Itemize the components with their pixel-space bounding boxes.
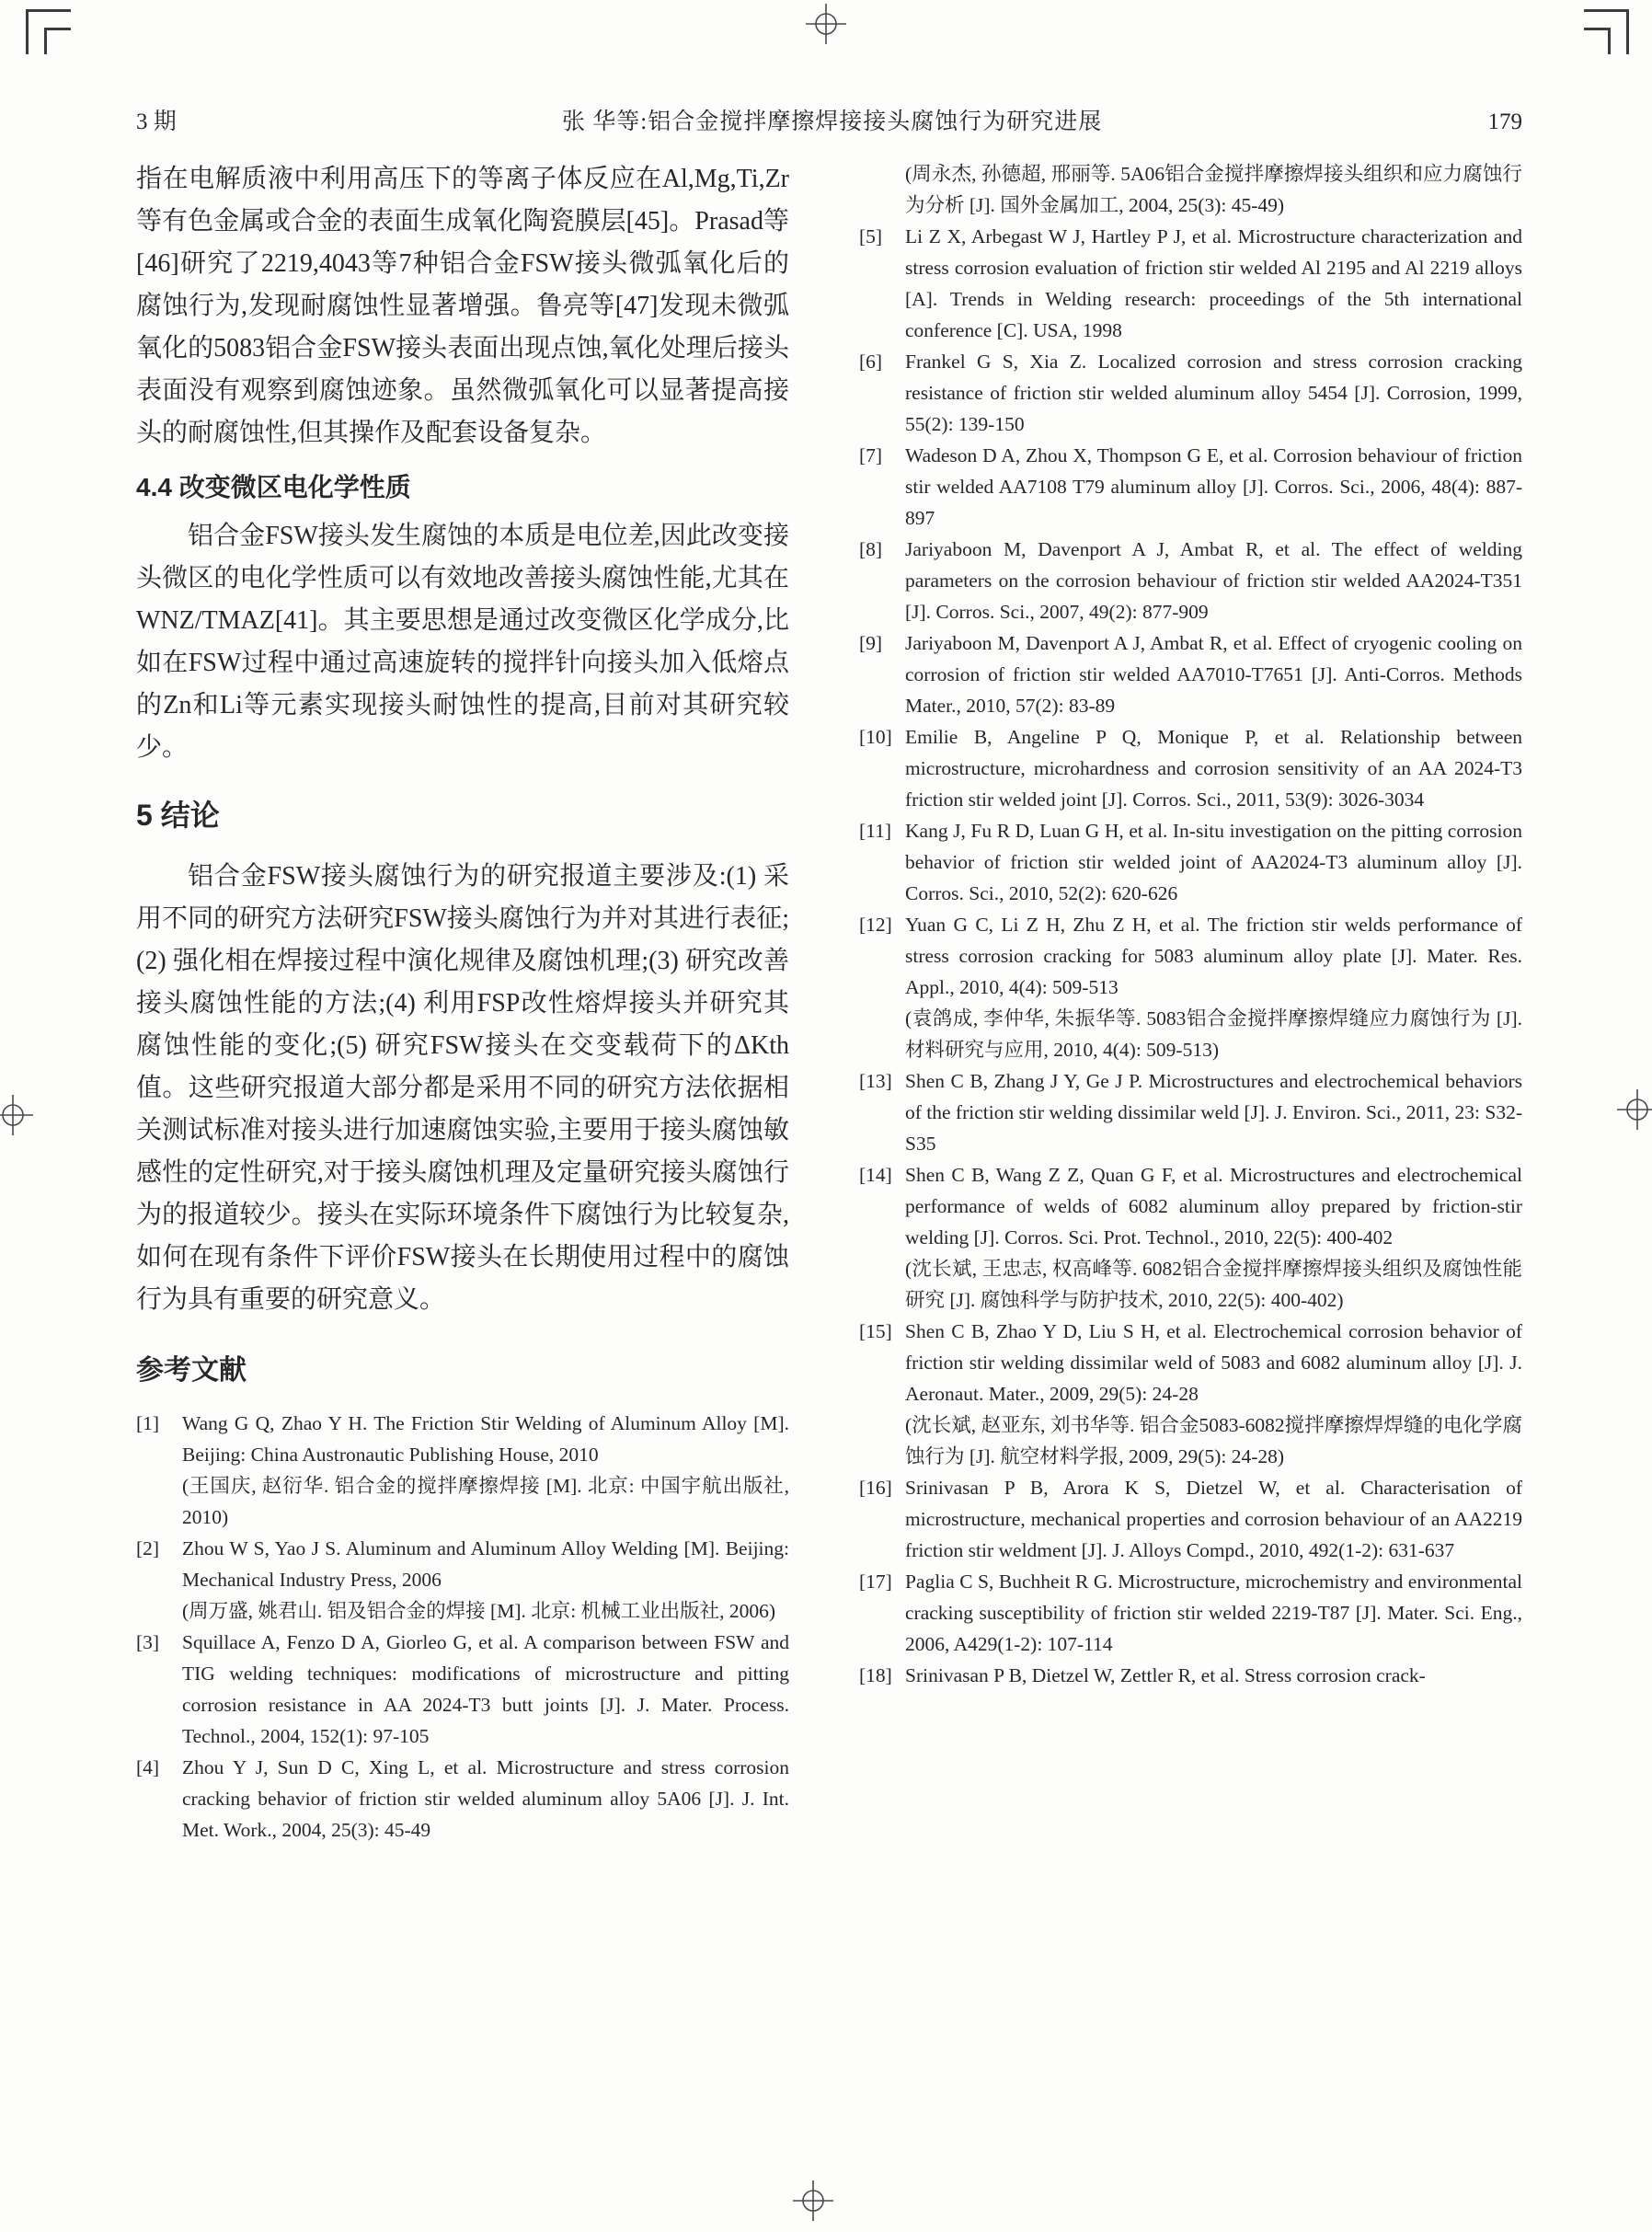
page-number: 179 bbox=[1487, 109, 1522, 134]
reference-text: Shen C B, Wang Z Z, Quan G F, et al. Microstructures and electrochemical performance of welds of 6082 aluminum alloy prepared by friction-stir welding [J]. Corros. Sci. Prot. Technol., 2010, 22(5): 400-402 bbox=[905, 1164, 1522, 1248]
reference-text: Jariyaboon M, Davenport A J, Ambat R, et al. The effect of welding parameters on the corrosion behaviour of friction stir welded AA2024-T351 [J]. Corros. Sci., 2007, 49(2): 877-909 bbox=[905, 538, 1522, 623]
reference-item bbox=[859, 909, 1522, 1065]
reference-number: [16] bbox=[859, 1477, 892, 1499]
section-4-4-paragraph: 铝合金FSW接头发生腐蚀的本质是电位差,因此改变接头微区的电化学性质可以有效地改善接头腐蚀性能,尤其在WNZ/TMAZ[41]。其主要思想是通过改变微区化学成分,比如在FSW过程中通过高速旋转的搅拌针向接头加入低熔点的Zn和Li等元素实现接头耐蚀性的提高,目前对其研究较少。 bbox=[136, 522, 789, 762]
reference-text-zh: (沈长斌, 赵亚东, 刘书华等. 铝合金5083-6082搅拌摩擦焊焊缝的电化学腐蚀行为 [J]. 航空材料学报, 2009, 29(5): 24-28) bbox=[905, 1414, 1522, 1467]
reference-text: Li Z X, Arbegast W J, Hartley P J, et al. Microstructure characterization and stress corrosion evaluation of friction stir welded Al 2195 and Al 2219 alloys [A]. Trends in Welding research: proceedings of the 5th international conference [C]. USA, 1998 bbox=[905, 225, 1522, 341]
reference-text: Zhou Y J, Sun D C, Xing L, et al. Microstructure and stress corrosion cracking behavior of friction stir welded aluminum alloy 5A06 [J]. J. Int. Met. Work., 2004, 25(3): 45-49 bbox=[182, 1756, 789, 1841]
page-body bbox=[136, 158, 1522, 1846]
reference-text: Yuan G C, Li Z H, Zhu Z H, et al. The friction stir welds performance of stress corrosion cracking for 5083 aluminum alloy plate [J]. Mater. Res. Appl., 2010, 4(4): 509-513 bbox=[905, 914, 1522, 998]
reference-text-zh: (周永杰, 孙德超, 邢丽等. 5A06铝合金搅拌摩擦焊接头组织和应力腐蚀行为分析 [J]. 国外金属加工, 2004, 25(3): 45-49) bbox=[905, 163, 1522, 216]
reference-number: [15] bbox=[859, 1320, 892, 1342]
reference-text: Emilie B, Angeline P Q, Monique P, et al. Relationship between microstructure, microhardness and corrosion sensitivity of an AA 2024-T3 friction stir welded joint [J]. Corros. Sci., 2011, 53(9): 3026-3034 bbox=[905, 726, 1522, 811]
reference-text: Paglia C S, Buchheit R G. Microstructure, microchemistry and environmental cracking susceptibility of friction stir welded 2219-T87 [J]. Mater. Sci. Eng., 2006, A429(1-2): 107-114 bbox=[905, 1570, 1522, 1655]
intro-paragraph: 指在电解质液中利用高压下的等离子体反应在Al,Mg,Ti,Zr等有色金属或合金的表面生成氧化陶瓷膜层[45]。Prasad等[46]研究了2219,4043等7种铝合金FSW接头微弧氧化后的腐蚀行为,发现耐腐蚀性显著增强。鲁亮等[47]发现未微弧氧化的5083铝合金FSW接头表面出现点蚀,氧化处理后接头表面没有观察到腐蚀迹象。虽然微弧氧化可以显著提高接头的耐腐蚀性,但其操作及配套设备复杂。 bbox=[136, 165, 789, 447]
reference-number: [7] bbox=[859, 444, 883, 466]
reference-text: Jariyaboon M, Davenport A J, Ambat R, et al. Effect of cryogenic cooling on corrosion of friction stir welded AA7010-T7651 [J]. Anti-Corros. Methods Mater., 2010, 57(2): 83-89 bbox=[905, 632, 1522, 717]
section-5-paragraph: 铝合金FSW接头腐蚀行为的研究报道主要涉及:(1) 采用不同的研究方法研究FSW接头腐蚀行为并对其进行表征;(2) 强化相在焊接过程中演化规律及腐蚀机理;(3) 研究改善接头腐蚀性能的方法;(4) 利用FSP改性熔焊接头并研究其腐蚀性能的变化;(5) 研究FSW接头在交变载荷下的ΔKth值。这些研究报道大部分都是采用不同的研究方法依据相关测试标准对接头进行加速腐蚀实验,主要用于接头腐蚀敏感性的定性研究,对于接头腐蚀机理及定量研究接头腐蚀行为的报道较少。接头在实际环境条件下腐蚀行为比较复杂,如何在现有条件下评价FSW接头在长期使用过程中的腐蚀行为具有重要的研究意义。 bbox=[136, 862, 789, 1314]
reference-text: Kang J, Fu R D, Luan G H, et al. In-situ investigation on the pitting corrosion behavior of friction stir welded joint of AA2024-T3 aluminum alloy [J]. Corros. Sci., 2010, 52(2): 620-626 bbox=[905, 820, 1522, 904]
reference-number: [4] bbox=[136, 1756, 160, 1778]
page-header bbox=[136, 103, 1522, 136]
reference-item bbox=[859, 440, 1522, 534]
reference-item bbox=[859, 1660, 1522, 1691]
reference-text: Srinivasan P B, Arora K S, Dietzel W, et al. Characterisation of microstructure, mechanical properties and corrosion behaviour of an AA2219 friction stir weldment [J]. J. Alloys Compd., 2010, 492(1-2): 631-637 bbox=[905, 1477, 1522, 1561]
reference-number: [6] bbox=[859, 351, 883, 373]
references-list-left bbox=[136, 1408, 789, 1846]
reference-text: Wadeson D A, Zhou X, Thompson G E, et al. Corrosion behaviour of friction stir welded AA7108 T79 aluminum alloy [J]. Corros. Sci., 2006, 48(4): 887-897 bbox=[905, 444, 1522, 529]
reference-item bbox=[859, 1065, 1522, 1159]
section-heading-4-4: 4.4 改变微区电化学性质 bbox=[136, 473, 411, 501]
references-list-right bbox=[859, 158, 1522, 1691]
reference-number: [13] bbox=[859, 1070, 892, 1092]
reference-number: [1] bbox=[136, 1412, 160, 1434]
reference-item bbox=[859, 815, 1522, 909]
reference-item bbox=[859, 627, 1522, 721]
reference-number: [14] bbox=[859, 1164, 892, 1186]
reference-item bbox=[859, 721, 1522, 815]
reference-item bbox=[136, 1627, 789, 1752]
reference-item bbox=[136, 1752, 789, 1846]
reference-text-zh: (袁鸽成, 李仲华, 朱振华等. 5083铝合金搅拌摩擦焊缝应力腐蚀行为 [J]. 材料研究与应用, 2010, 4(4): 509-513) bbox=[905, 1007, 1522, 1061]
reference-text-zh: (沈长斌, 王忠志, 权高峰等. 6082铝合金搅拌摩擦焊接头组织及腐蚀性能研究 [J]. 腐蚀科学与防护技术, 2010, 22(5): 400-402) bbox=[905, 1258, 1522, 1311]
reference-item-continuation bbox=[859, 158, 1522, 221]
reference-text-zh: (王国庆, 赵衍华. 铝合金的搅拌摩擦焊接 [M]. 北京: 中国宇航出版社, 2010) bbox=[182, 1475, 789, 1528]
registration-mark-top-icon bbox=[806, 4, 846, 44]
crop-mark-top-left-inner-icon bbox=[44, 28, 71, 54]
reference-item bbox=[859, 346, 1522, 440]
registration-mark-right-icon bbox=[1617, 1089, 1652, 1130]
reference-number: [17] bbox=[859, 1570, 892, 1593]
crop-mark-top-right-inner-icon bbox=[1584, 28, 1611, 54]
reference-text: Squillace A, Fenzo D A, Giorleo G, et al. A comparison between FSW and TIG welding techniques: modifications of microstructure and pitting corrosion resistance in AA 2024-T3 butt joints [J]. J. Mater. Process. Technol., 2004, 152(1): 97-105 bbox=[182, 1631, 789, 1747]
reference-item bbox=[859, 221, 1522, 346]
reference-text: Frankel G S, Xia Z. Localized corrosion and stress corrosion cracking resistance of friction stir welded aluminum alloy 5454 [J]. Corrosion, 1999, 55(2): 139-150 bbox=[905, 351, 1522, 435]
reference-number: [12] bbox=[859, 914, 892, 936]
reference-text: Wang G Q, Zhao Y H. The Friction Stir Welding of Aluminum Alloy [M]. Beijing: China Austronautic Publishing House, 2010 bbox=[182, 1412, 789, 1466]
running-title: 张 华等:铝合金搅拌摩擦焊接接头腐蚀行为研究进展 bbox=[562, 109, 1103, 134]
reference-number: [8] bbox=[859, 538, 883, 560]
reference-item bbox=[136, 1408, 789, 1533]
reference-item bbox=[859, 1316, 1522, 1472]
reference-item bbox=[859, 534, 1522, 627]
reference-number: [18] bbox=[859, 1664, 892, 1686]
right-column bbox=[859, 158, 1522, 1846]
reference-item bbox=[136, 1533, 789, 1627]
reference-text: Srinivasan P B, Dietzel W, Zettler R, et al. Stress corrosion crack- bbox=[905, 1664, 1426, 1686]
reference-number: [11] bbox=[859, 820, 892, 842]
reference-text-zh: (周万盛, 姚君山. 铝及铝合金的焊接 [M]. 北京: 机械工业出版社, 2006) bbox=[182, 1600, 775, 1622]
reference-text: Zhou W S, Yao J S. Aluminum and Aluminum Alloy Welding [M]. Beijing: Mechanical Industry Press, 2006 bbox=[182, 1537, 789, 1591]
reference-item bbox=[859, 1472, 1522, 1566]
reference-number: [3] bbox=[136, 1631, 160, 1653]
reference-number: [5] bbox=[859, 225, 883, 247]
reference-item bbox=[859, 1566, 1522, 1660]
reference-number: [10] bbox=[859, 726, 892, 748]
reference-number: [9] bbox=[859, 632, 883, 654]
reference-number: [2] bbox=[136, 1537, 160, 1559]
registration-mark-left-icon bbox=[0, 1095, 33, 1135]
references-heading: 参考文献 bbox=[136, 1355, 247, 1386]
left-column bbox=[136, 158, 789, 1846]
reference-text: Shen C B, Zhang J Y, Ge J P. Microstructures and electrochemical behaviors of the friction stir welding dissimilar weld [J]. J. Environ. Sci., 2011, 23: S32-S35 bbox=[905, 1070, 1523, 1155]
issue-label: 3 期 bbox=[136, 109, 177, 134]
registration-mark-bottom-icon bbox=[793, 2180, 833, 2221]
reference-text: Shen C B, Zhao Y D, Liu S H, et al. Electrochemical corrosion behavior of friction stir welding dissimilar weld of 5083 and 6082 aluminum alloy [J]. J. Aeronaut. Mater., 2009, 29(5): 24-28 bbox=[905, 1320, 1522, 1405]
section-heading-5: 5 结论 bbox=[136, 799, 220, 832]
reference-item bbox=[859, 1159, 1522, 1316]
